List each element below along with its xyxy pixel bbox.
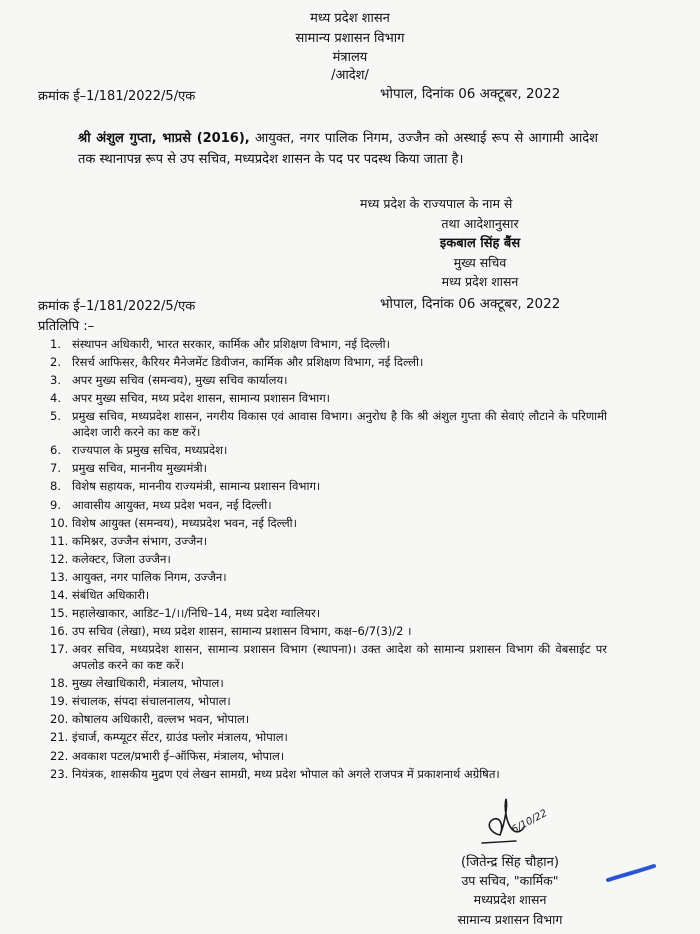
list-item-text: आयुक्त, नगर पालिक निगम, उज्जैन। (72, 569, 227, 584)
list-item-text: राज्यपाल के प्रमुख सचिव, मध्यप्रदेश। (72, 443, 228, 458)
blue-pen-stroke (606, 862, 656, 884)
list-item-text: नियंत्रक, शासकीय मुद्रण एवं लेखन सामग्री, मध्य प्रदेश भोपाल को अगले राजपत्र में प्रकाशनार्थ अग्रेषित। (72, 766, 500, 781)
list-item (50, 570, 610, 586)
list-item-text: कोषालय अधिकारी, वल्लभ भवन, भोपाल। (72, 712, 250, 727)
list-item-number: 8. (50, 479, 61, 494)
list-item-text: अवर सचिव, मध्यप्रदेश शासन, सामान्य प्रशासन विभाग (स्थापना)। उक्त आदेश को सामान्य प्रशासन विभाग की वेबसाईट पर अपलोड करने का कष्ट करें। (72, 642, 607, 673)
list-item-text: मुख्य लेखाधिकारी, मंत्रालय, भोपाल। (72, 676, 224, 691)
list-item-text: रिसर्च आफिसर, कैरियर मैनेजमेंट डिवीजन, कार्मिक और प्रशिक्षण विभाग, नई दिल्ली। (72, 355, 424, 370)
order-place-date: भोपाल, दिनांक 06 अक्टूबर, 2022 (380, 86, 561, 102)
list-item-number: 13. (50, 569, 69, 584)
list-item-number: 14. (50, 588, 69, 603)
sig1-name: इकबाल सिंह बैंस (439, 236, 521, 251)
list-item-text: उप सचिव (लेखा), मध्य प्रदेश शासन, सामान्य प्रशासन विभाग, कक्ष–6/7(3)/2 । (72, 624, 412, 639)
sig1-office: मध्य प्रदेश शासन (441, 274, 519, 289)
list-item-number: 15. (50, 606, 69, 621)
header-line-3: मंत्रालय (332, 50, 368, 65)
list-item-number: 12. (50, 551, 69, 566)
sig1-line-1: मध्य प्रदेश के राज्यपाल के नाम से (360, 196, 513, 211)
list-item-text: संचालक, संपदा संचालनालय, भोपाल। (72, 694, 231, 709)
list-item-number: 7. (50, 461, 61, 476)
list-item (50, 498, 610, 514)
list-item-text: संस्थापन अधिकारी, भारत सरकार, कार्मिक और प्रशिक्षण विभाग, नई दिल्ली। (72, 337, 390, 351)
list-item-number: 2. (50, 355, 61, 370)
sig2-office: मध्यप्रदेश शासन (473, 892, 547, 907)
sig2-designation: उप सचिव, "कार्मिक" (461, 873, 559, 888)
list-item (50, 712, 610, 728)
header-line-1: मध्य प्रदेश शासन (310, 11, 390, 26)
list-item-text: प्रमुख सचिव, मध्यप्रदेश शासन, नगरीय विकास एवं आवास विभाग। अनुरोध है कि श्री अंशुल गुप्ता की सेवाएं लौटाने के परिणामी आदेश जारी करने का कष्ट करें। (72, 409, 607, 440)
signature-date: 6/10/22 (510, 807, 550, 836)
list-item-text: आवासीय आयुक्त, मध्य प्रदेश भवन, नई दिल्ली। (72, 497, 272, 512)
list-item (50, 373, 610, 389)
list-item-text: विशेष सहायक, माननीय राज्यमंत्री, सामान्य प्रशासन विभाग। (72, 479, 321, 494)
sig1-line-2: तथा आदेशानुसार (441, 216, 519, 231)
officer-name: श्री अंशुल गुप्ता, भाप्रसे (2016), (78, 131, 250, 146)
list-item-number: 16. (50, 624, 69, 639)
list-item (50, 409, 610, 441)
list-item (50, 624, 610, 640)
list-item (50, 534, 610, 550)
list-item-number: 22. (50, 748, 69, 763)
list-item-number: 6. (50, 443, 61, 458)
list-item-number: 3. (50, 373, 61, 388)
list-item (50, 767, 610, 783)
list-item (50, 676, 610, 692)
copy-list (50, 337, 610, 785)
list-item (50, 749, 610, 765)
list-item-number: 21. (50, 730, 69, 745)
list-item (50, 516, 610, 532)
copy-number: क्रमांक ई–1/181/2022/5/एक (38, 299, 196, 314)
list-item (50, 694, 610, 710)
list-item-text: कमिश्नर, उज्जैन संभाग, उज्जैन। (72, 533, 208, 548)
list-item-number: 1. (50, 337, 61, 351)
list-item-number: 23. (50, 766, 69, 781)
list-item-text: अपर मुख्य सचिव (समन्वय), मुख्य सचिव कार्यालय। (72, 373, 288, 388)
list-item-number: 11. (50, 533, 69, 548)
list-item-text: प्रमुख सचिव, माननीय मुख्यमंत्री। (72, 461, 208, 476)
list-item-text: कलेक्टर, जिला उज्जैन। (72, 551, 171, 566)
order-text: आयुक्त, नगर पालिक निगम, उज्जैन को अस्थाई रूप से आगामी आदेश तक स्थानापन्न रूप से उप सचिव, मध्यप्रदेश शासन के पद पर पदस्थ किया जाता है। (78, 131, 598, 167)
list-item (50, 642, 610, 674)
list-item-number: 17. (50, 642, 69, 657)
header-line-2: सामान्य प्रशासन विभाग (295, 31, 405, 46)
list-item (50, 443, 610, 459)
list-item-number: 18. (50, 676, 69, 691)
copy-place-date: भोपाल, दिनांक 06 अक्टूबर, 2022 (380, 296, 561, 312)
list-item-number: 19. (50, 694, 69, 709)
sig2-department: सामान्य प्रशासन विभाग (457, 912, 563, 927)
list-item (50, 337, 610, 353)
list-item (50, 552, 610, 568)
copy-heading: प्रतिलिपि :– (38, 319, 95, 334)
list-item (50, 479, 610, 495)
list-item (50, 606, 610, 622)
list-item-text: अपर मुख्य सचिव, मध्य प्रदेश शासन, सामान्य प्रशासन विभाग। (72, 391, 331, 406)
list-item-number: 5. (50, 409, 61, 424)
list-item (50, 588, 610, 604)
sig2-name: (जितेन्द्र सिंह चौहान) (461, 855, 559, 870)
list-item (50, 355, 610, 371)
list-item (50, 461, 610, 477)
list-item-text: महालेखाकार, आडिट–1/।।/निधि–14, मध्य प्रदेश ग्वालियर। (72, 606, 321, 621)
list-item-number: 10. (50, 515, 69, 530)
list-item-number: 4. (50, 391, 61, 406)
list-item-number: 20. (50, 712, 69, 727)
sig1-designation: मुख्य सचिव (453, 255, 507, 270)
order-body (78, 128, 598, 170)
header-line-4: /आदेश/ (331, 68, 369, 83)
order-number: क्रमांक ई–1/181/2022/5/एक (38, 89, 196, 104)
list-item-text: इंचार्ज, कम्प्यूटर सेंटर, ग्राउंड फ्लोर मंत्रालय, भोपाल। (72, 730, 288, 745)
list-item-text: अवकाश पटल/प्रभारी ई–ऑफिस, मंत्रालय, भोपाल। (72, 748, 285, 763)
list-item (50, 730, 610, 746)
list-item-number: 9. (50, 497, 61, 512)
list-item (50, 391, 610, 407)
list-item-text: संबंधित अधिकारी। (72, 588, 150, 603)
list-item-text: विशेष आयुक्त (समन्वय), मध्यप्रदेश भवन, नई दिल्ली। (72, 515, 297, 530)
